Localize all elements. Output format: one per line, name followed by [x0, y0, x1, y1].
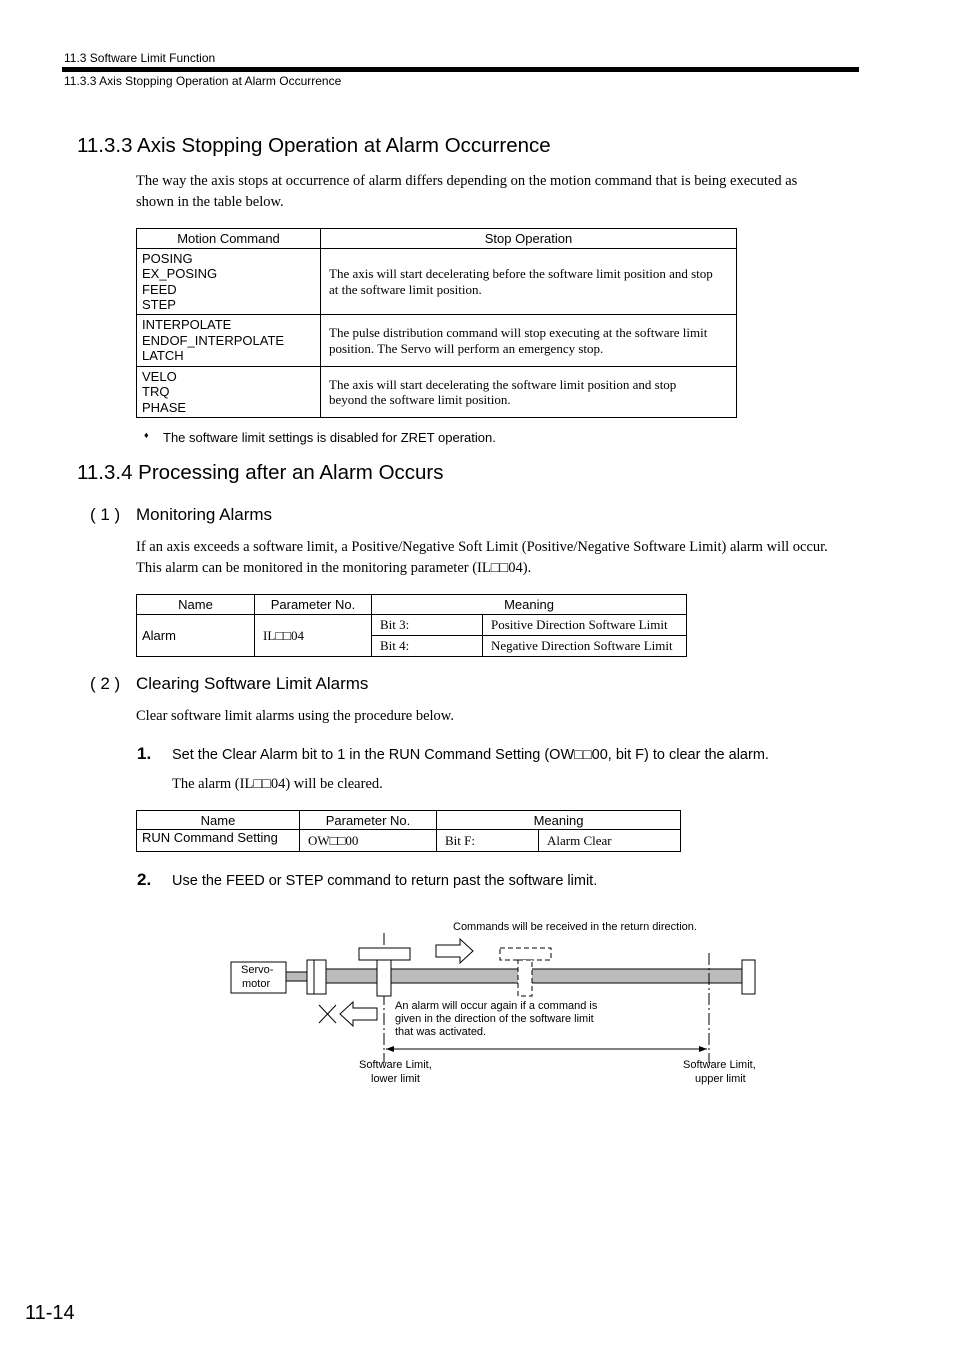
table-header-meaning: Meaning [372, 595, 687, 615]
subsection-title-clearing-alarms: Clearing Software Limit Alarms [136, 674, 369, 693]
run-command-name-cell: RUN Command Setting [137, 830, 300, 852]
alarm-again-label-3: that was activated. [395, 1026, 487, 1038]
stop-operation-line: at the software limit position. [329, 281, 482, 297]
alarm-monitor-table [136, 594, 687, 657]
table-header-name: Name [137, 811, 300, 830]
command-trq: TRQ [142, 384, 170, 400]
end-bearing [742, 960, 755, 994]
command-velo: VELO [142, 368, 177, 384]
stop-operation-cell [321, 315, 737, 367]
bit-cell: Bit F: [437, 830, 539, 852]
command-phase: PHASE [142, 399, 187, 415]
run-command-table [136, 810, 681, 852]
step-number-1: 1. [137, 744, 152, 763]
table-returned-outline [500, 948, 551, 960]
header-rule [62, 67, 859, 72]
step-1-text: Set the Clear Alarm bit to 1 in the RUN Command Setting (OW□□00, bit F) to clear the alarm. [172, 747, 769, 763]
subsection-number-1: ( 1 ) [90, 505, 121, 524]
lower-limit-label-1: Software Limit, [359, 1059, 432, 1071]
return-direction-arrow [436, 939, 473, 963]
alarm-again-label-2: given in the direction of the software limit [395, 1013, 594, 1025]
table-row [137, 367, 737, 418]
meaning-cell: Alarm Clear [539, 830, 681, 852]
command-cell [137, 315, 321, 367]
stop-operation-line: beyond the software limit position. [329, 392, 511, 407]
servomotor-label-2: motor [242, 978, 271, 990]
upper-limit-label-1: Software Limit, [683, 1059, 756, 1071]
stop-operation-line: The axis will start decelerating before the software limit position and stop [329, 266, 713, 281]
section-title-11-3-3: 11.3.3 Axis Stopping Operation at Alarm Occurrence [77, 134, 551, 157]
command-cell [137, 367, 321, 418]
return-direction-label: Commands will be received in the return direction. [453, 921, 697, 933]
command-endof-interpolate: ENDOF_INTERPOLATE [142, 332, 285, 348]
servomotor-label-1: Servo- [241, 964, 274, 976]
bit-cell: Bit 3: [372, 615, 483, 636]
step-2-text: Use the FEED or STEP command to return past the software limit. [172, 873, 598, 889]
note-bullet-icon: ♦ [144, 430, 149, 440]
table-row [137, 830, 681, 852]
stop-operation-table [136, 228, 737, 418]
step-1-result: The alarm (IL□□04) will be cleared. [172, 776, 383, 792]
table-header-motion-command: Motion Command [137, 229, 321, 249]
table-row [137, 315, 737, 367]
software-limit-diagram [225, 915, 770, 1095]
bit-cell: Bit 4: [372, 636, 483, 657]
meaning-cell: Negative Direction Software Limit [483, 636, 687, 657]
page-number: 11-14 [25, 1302, 75, 1324]
table-returned-nut [518, 960, 532, 996]
stop-operation-line: The pulse distribution command will stop executing at the software limit [329, 325, 708, 340]
stop-operation-line: position. The Servo will perform an emergency stop. [329, 340, 604, 356]
intro-line-1: The way the axis stops at occurrence of alarm differs depending on the motion command that is being executed as [136, 173, 798, 189]
step-number-2: 2. [137, 870, 152, 889]
stop-operation-line: The axis will start decelerating the software limit position and stop [329, 376, 677, 392]
command-interpolate: INTERPOLATE [142, 317, 232, 333]
command-latch: LATCH [142, 348, 184, 364]
coupling [307, 960, 326, 994]
alarm-name-cell: Alarm [137, 615, 255, 657]
lower-limit-label-2: lower limit [371, 1073, 420, 1085]
clearing-paragraph: Clear software limit alarms using the procedure below. [136, 708, 454, 724]
table-header-meaning: Meaning [437, 811, 681, 830]
command-cell [137, 249, 321, 315]
stop-operation-cell [321, 367, 737, 418]
run-command-param-cell: OW□□00 [300, 830, 437, 852]
intro-paragraph [136, 171, 797, 213]
table-row [137, 249, 737, 315]
table-header-parameter: Parameter No. [300, 811, 437, 830]
monitoring-line-1: If an axis exceeds a software limit, a Positive/Negative Soft Limit (Positive/Negative Software Limit) alarm will occur. [136, 539, 828, 555]
subsection-number-2: ( 2 ) [90, 674, 121, 693]
running-header-subsection: 11.3.3 Axis Stopping Operation at Alarm Occurrence [64, 74, 342, 88]
command-step: STEP [142, 297, 176, 312]
table-header-name: Name [137, 595, 255, 615]
table-nut [377, 960, 391, 996]
running-header-section: 11.3 Software Limit Function [64, 51, 216, 65]
alarm-param-cell: IL□□04 [255, 615, 372, 657]
table-row [137, 615, 687, 636]
table-header-parameter: Parameter No. [255, 595, 372, 615]
intro-line-2: shown in the table below. [136, 194, 284, 210]
upper-limit-label-2: upper limit [695, 1073, 746, 1085]
table-header-stop-operation: Stop Operation [321, 229, 737, 249]
command-feed: FEED [142, 281, 177, 297]
alarm-again-label-1: An alarm will occur again if a command is [395, 1000, 598, 1012]
monitoring-line-2: This alarm can be monitored in the monitoring parameter (IL□□04). [136, 560, 532, 576]
stop-operation-cell [321, 249, 737, 315]
section-title-11-3-4: 11.3.4 Processing after an Alarm Occurs [77, 461, 444, 484]
meaning-cell: Positive Direction Software Limit [483, 615, 687, 636]
motor-shaft [286, 972, 307, 981]
monitoring-paragraph [136, 537, 828, 579]
subsection-title-monitoring-alarms: Monitoring Alarms [136, 505, 273, 524]
command-posing: POSING [142, 250, 193, 266]
note-text: The software limit settings is disabled for ZRET operation. [163, 430, 496, 445]
table-at-lower-limit [359, 948, 410, 960]
blocked-direction-arrow [340, 1002, 377, 1026]
command-ex-posing: EX_POSING [142, 266, 218, 281]
